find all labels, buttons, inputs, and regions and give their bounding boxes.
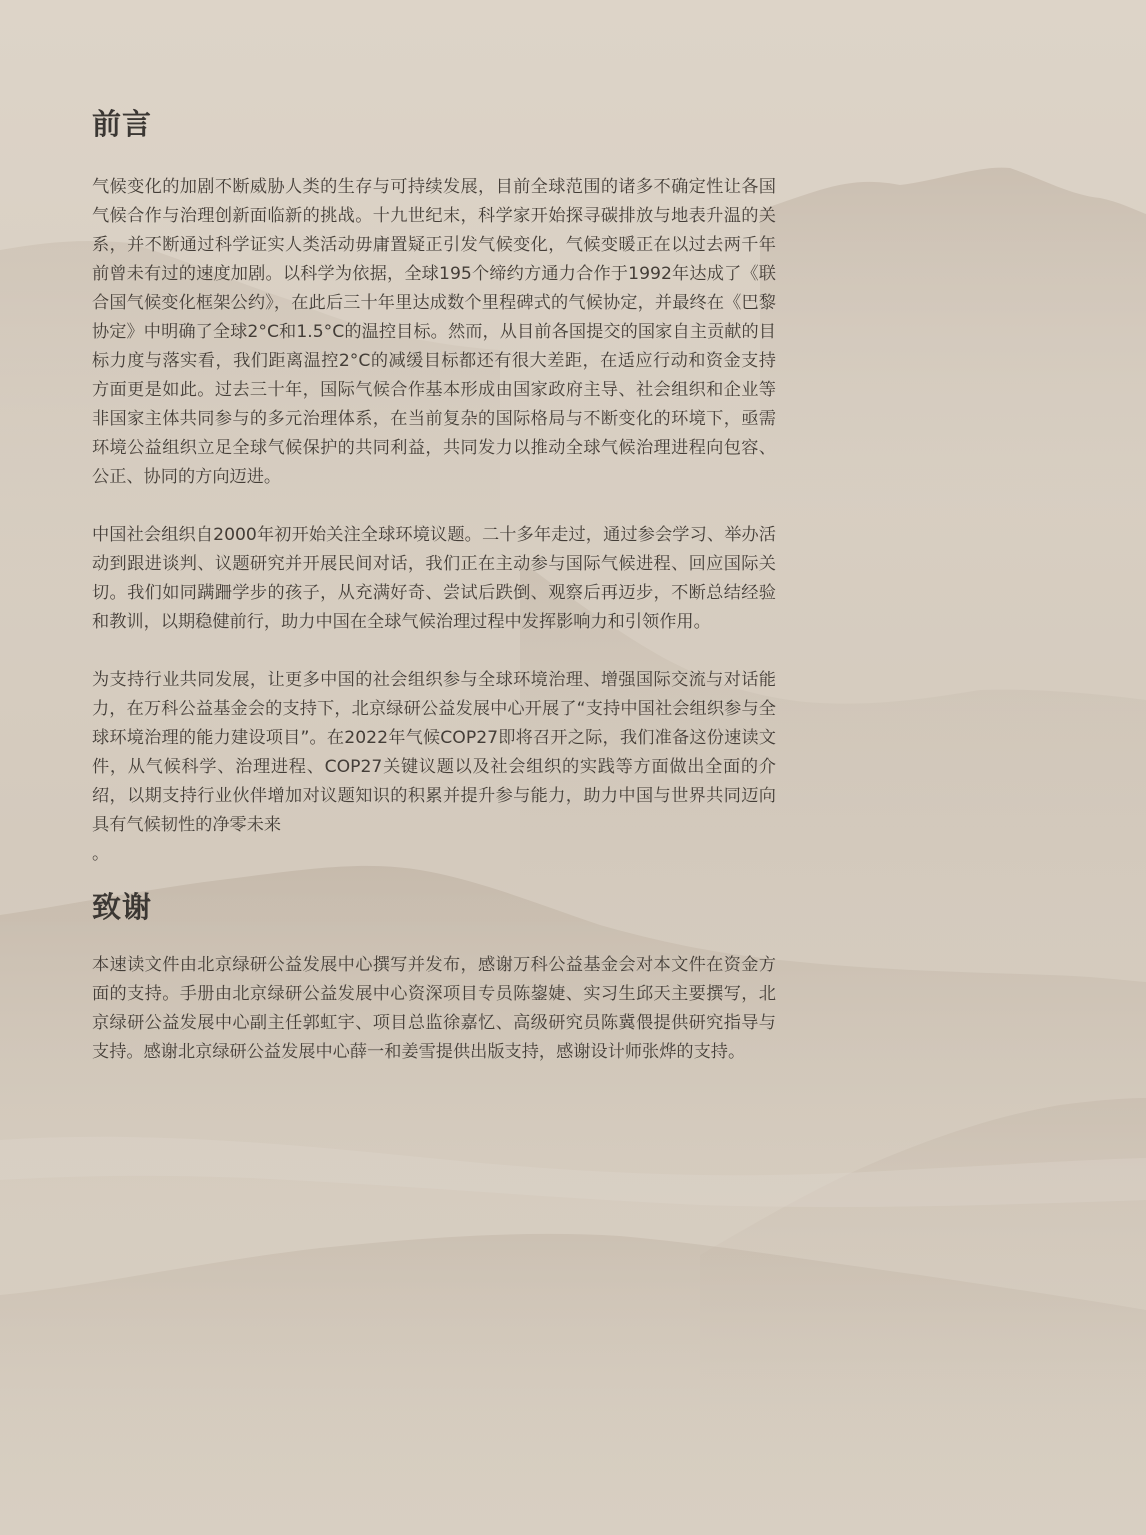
preface-paragraph-3: 为支持行业共同发展，让更多中国的社会组织参与全球环境治理、增强国际交流与对话能力，在万科公益基金会的支持下，北京绿研公益发展中心开展了“支持中国社会组织参与全球环境治理的能力建设项目”。在2022年气候COP27即将召开之际，我们准备这份速读文件，从气候科学、治理进程、COP27关键议题以及社会组织的实践等方面做出全面的介绍，以期支持行业伙伴增加对议题知识的积累并提升参与能力，助力中国与世界共同迈向具有气候韧性的净零未来 bbox=[92, 670, 776, 835]
paragraph-spacer bbox=[92, 637, 776, 666]
preface-paragraph-2: 中国社会组织自2000年初开始关注全球环境议题。二十多年走过，通过参会学习、举办活动到跟进谈判、议题研究并开展民间对话，我们正在主动参与国际气候进程、回应国际关切。我们如同蹒跚学步的孩子，从充满好奇、尝试后跌倒、观察后再迈步，不断总结经验和教训，以期稳健前行，助力中国在全球气候治理过程中发挥影响力和引领作用。 bbox=[92, 525, 776, 632]
document-content bbox=[92, 104, 776, 1067]
paragraph-spacer bbox=[92, 492, 776, 521]
preface-paragraph-1: 气候变化的加剧不断威胁人类的生存与可持续发展，目前全球范围的诸多不确定性让各国气候合作与治理创新面临新的挑战。十九世纪末，科学家开始探寻碳排放与地表升温的关系，并不断通过科学证实人类活动毋庸置疑正引发气候变化，气候变暖正在以过去两千年前曾未有过的速度加剧。以科学为依据，全球195个缔约方通力合作于1992年达成了《联合国气候变化框架公约》，在此后三十年里达成数个里程碑式的气候协定，并最终在《巴黎协定》中明确了全球2°C和1.5°C的温控目标。然而，从目前各国提交的国家自主贡献的目标力度与落实看，我们距离温控2°C的减缓目标都还有很大差距，在适应行动和资金支持方面更是如此。过去三十年，国际气候合作基本形成由国家政府主导、社会组织和企业等非国家主体共同参与的多元治理体系，在当前复杂的国际格局与不断变化的环境下，亟需环境公益组织立足全球气候保护的共同利益，共同发力以推动全球气候治理进程向包容、公正、协同的方向迈进。 bbox=[92, 177, 776, 487]
preface-trailing-period: 。 bbox=[92, 844, 110, 864]
preface-heading: 前言 bbox=[92, 107, 153, 141]
mountain-ridge-upper-right bbox=[760, 168, 1146, 520]
acknowledgements-heading: 致谢 bbox=[92, 890, 153, 924]
acknowledgements-paragraph: 本速读文件由北京绿研公益发展中心撰写并发布，感谢万科公益基金会对本文件在资金方面的支持。手册由北京绿研公益发展中心资深项目专员陈鋆婕、实习生邱天主要撰写，北京绿研公益发展中心副主任郭虹宇、项目总监徐嘉忆、高级研究员陈冀偎提供研究指导与支持。感谢北京绿研公益发展中心薛一和姜雪提供出版支持，感谢设计师张烨的支持。 bbox=[92, 955, 776, 1062]
